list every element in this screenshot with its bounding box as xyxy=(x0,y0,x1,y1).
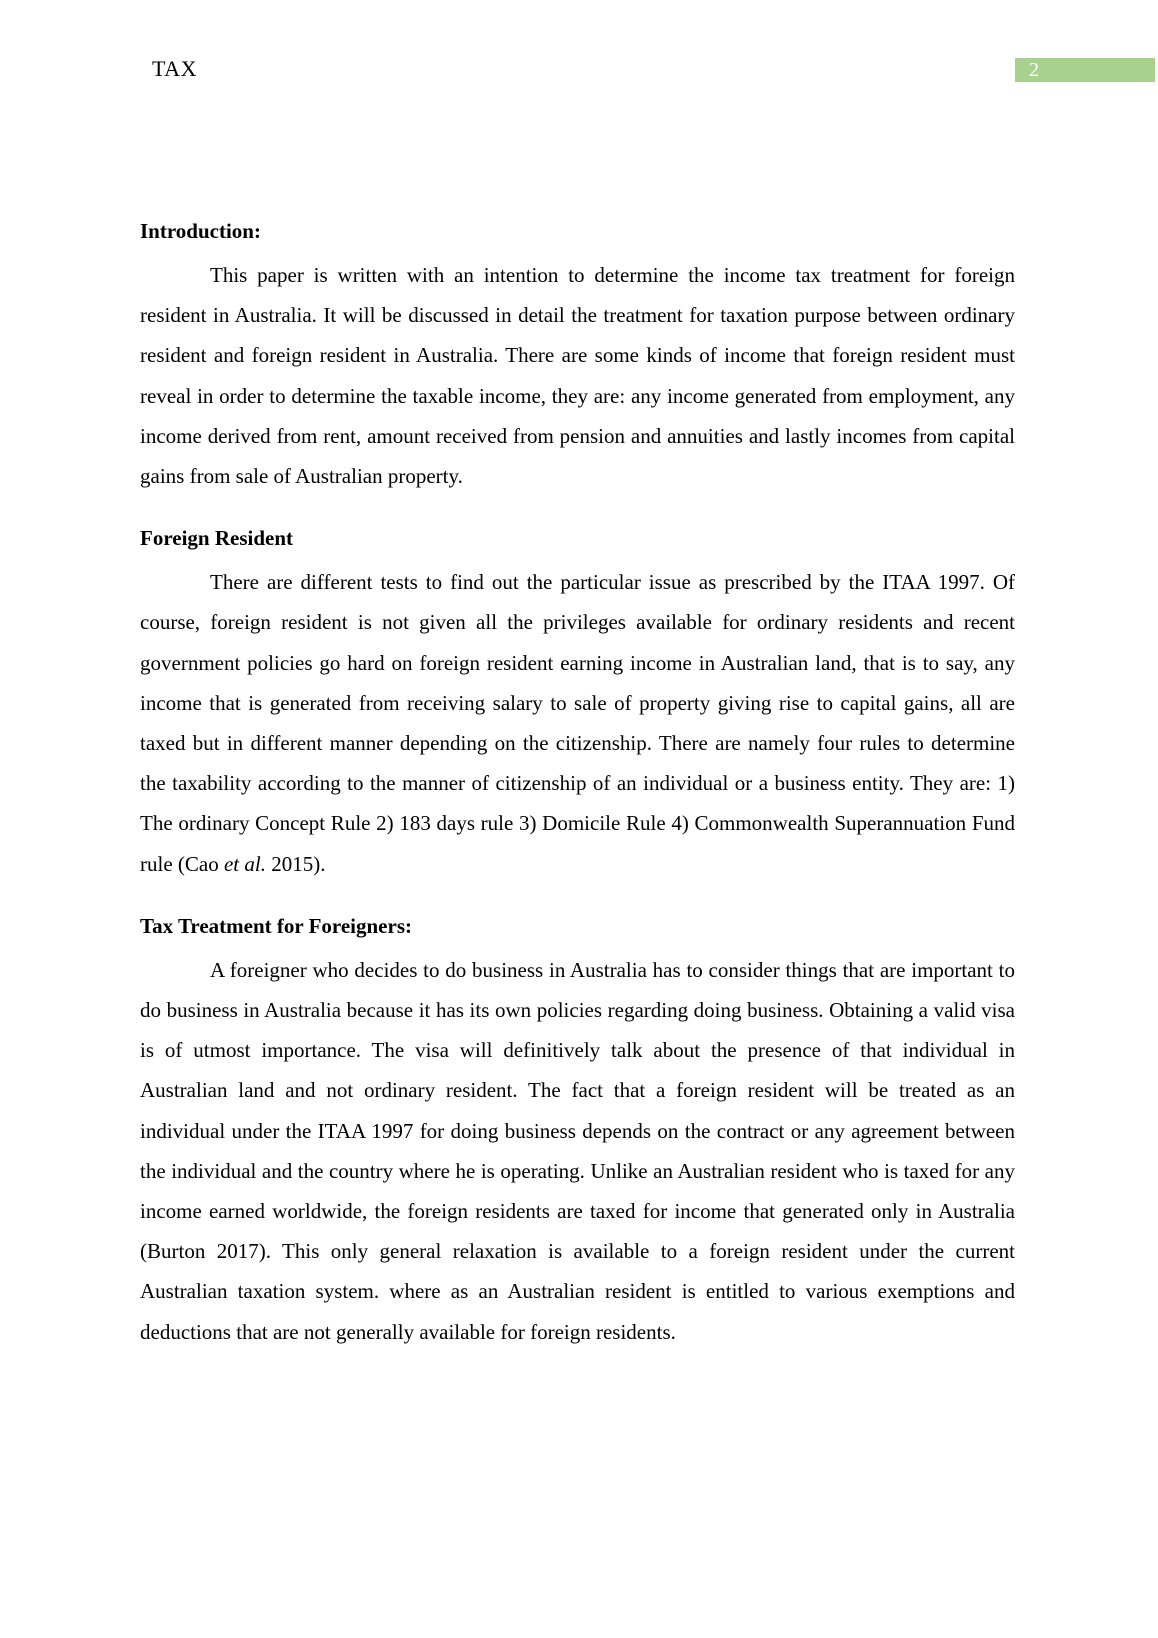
section-paragraph-tax-treatment: A foreigner who decides to do business in Australia has to consider things that are important to do business in Australia because it has its own policies regarding doing business. Obtaining a valid visa is of utmost importance. The visa will definitively talk about the presence of that individual in Australian land and not ordinary resident. The fact that a foreign resident will be treated as an individual under the ITAA 1997 for doing business depends on the contract or any agreement between the individual and the country where he is operating. Unlike an Australian resident who is taxed for any income earned worldwide, the foreign residents are taxed for income that generated only in Australia (Burton 2017). This only general relaxation is available to a foreign resident under the current Australian taxation system. where as an Australian resident is entitled to various exemptions and deductions that are not generally available for foreign residents. xyxy=(140,957,1015,1344)
section-heading-foreign-resident: Foreign Resident xyxy=(140,526,294,551)
section-paragraph-foreign-resident xyxy=(140,562,1015,884)
section-heading-tax-treatment: Tax Treatment for Foreigners: xyxy=(140,913,412,938)
page-number-badge: 2 xyxy=(1015,58,1155,82)
document-body xyxy=(140,211,1015,1352)
paragraph-text-end: 2015). xyxy=(265,851,326,876)
paragraph-text: There are different tests to find out the particular issue as prescribed by the ITAA 1997. Of course, foreign resident is not given all the privileges available for ordinary residents and recent government policies go hard on foreign resident earning income in Australian land, that is to say, any income that is generated from receiving salary to sale of property giving rise to capital gains, all are taxed but in different manner depending on the citizenship. There are namely four rules to determine the taxability according to the manner of citizenship of an individual or a business entity. They are: 1) The ordinary Concept Rule 2) 183 days rule 3) Domicile Rule 4) Commonwealth Superannuation Fund rule (Cao xyxy=(140,570,1015,876)
running-header-title: TAX xyxy=(152,56,197,81)
section-heading-introduction: Introduction: xyxy=(140,219,261,243)
citation-italic: et al. xyxy=(223,851,266,876)
section-paragraph-introduction: This paper is written with an intention to determine the income tax treatment for foreign resident in Australia. It will be discussed in detail the treatment for taxation purpose between ordinary resident and foreign resident in Australia. There are some kinds of income that foreign resident must reveal in order to determine the taxable income, they are: any income generated from employment, any income derived from rent, amount received from pension and annuities and lastly incomes from capital gains from sale of Australian property. xyxy=(140,263,1015,489)
